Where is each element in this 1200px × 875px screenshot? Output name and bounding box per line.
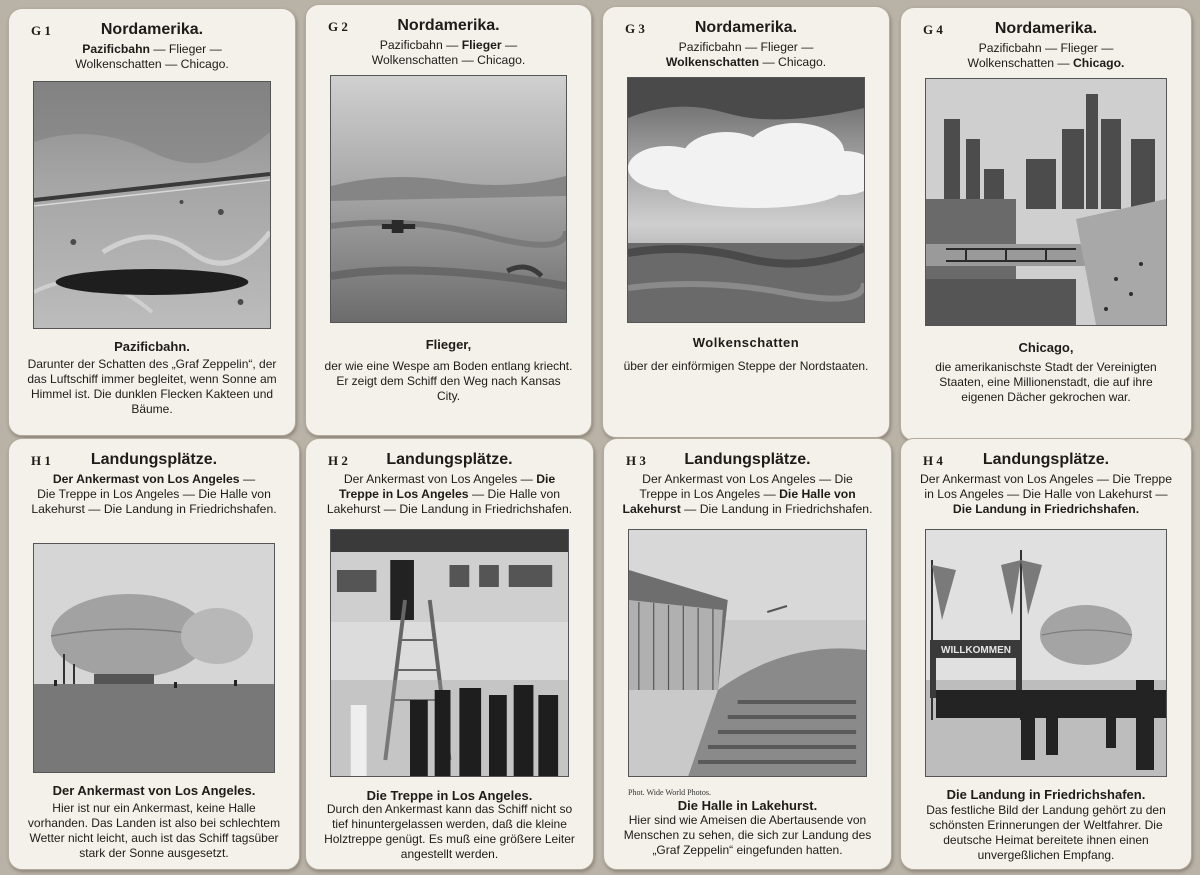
card-description: Darunter der Schatten des „Graf Zeppelin“, der das Luftschiff immer begleitet, wenn Sonne am Himmel ist. Die dunklen Flecken Kakteen und Bäume.	[27, 357, 277, 416]
card-title: Nordamerika.	[694, 19, 798, 36]
photo-cloud-shadows	[627, 77, 865, 323]
card-caption: Flieger,	[425, 337, 472, 352]
subtitle-text: —	[239, 472, 256, 486]
card-code: H 3	[626, 453, 646, 468]
welcome-sign: WILLKOMMEN	[941, 645, 1011, 656]
card-g3	[602, 6, 890, 438]
subtitle-text: Pazificbahn —	[379, 38, 462, 52]
card-title: Nordamerika.	[994, 20, 1098, 37]
card-subtitle	[324, 38, 573, 68]
subtitle-text: Wolkenschatten —	[967, 56, 1073, 70]
card-description: die amerikanischste Stadt der Vereinigten Staaten, eine Millionenstadt, die auf ihre eigenen Dächer gekrochen war.	[935, 360, 1157, 404]
card-title: Landungsplätze.	[684, 451, 811, 468]
card-code: H 1	[31, 453, 51, 468]
subtitle-text: — Die Halle von Lakehurst — Die Landung in Friedrichshafen.	[326, 487, 573, 516]
card-caption: Die Treppe in Los Angeles.	[366, 788, 533, 803]
card-h3	[603, 438, 892, 870]
card-h2	[305, 438, 594, 870]
card-caption: Chicago,	[1018, 340, 1074, 355]
card-h4	[900, 438, 1192, 870]
card-g2	[305, 4, 592, 436]
card-code: G 4	[923, 22, 943, 37]
photo-pacific-railway	[33, 81, 271, 329]
card-title: Nordamerika.	[397, 17, 500, 34]
card-code: G 2	[328, 19, 348, 34]
card-title: Nordamerika.	[100, 21, 204, 38]
card-description: Durch den Ankermast kann das Schiff nicht so tief hinuntergelassen werden, daß die kleine Holztreppe genügt. Es muß eine größere Leiter angestellt werden.	[324, 802, 575, 861]
card-code: G 3	[625, 21, 645, 36]
card-caption: Pazificbahn.	[114, 339, 190, 354]
card-description: der wie eine Wespe am Boden entlang kriecht. Er zeigt dem Schiff den Weg nach Kansas City.	[324, 359, 573, 403]
card-title: Landungsplätze.	[982, 451, 1110, 468]
subtitle-text: — Die Landung in Friedrichshafen.	[680, 502, 873, 516]
card-subtitle	[27, 42, 277, 72]
subtitle-highlight: Flieger	[461, 38, 502, 52]
card-subtitle	[324, 472, 575, 517]
card-title: Landungsplätze.	[386, 451, 513, 468]
card-caption: Wolkenschatten	[692, 335, 800, 350]
card-caption: Der Ankermast von Los Angeles.	[52, 783, 256, 798]
zeppelin-shadow	[56, 269, 249, 295]
subtitle-text: Pazificbahn — Flieger —	[678, 40, 814, 54]
subtitle-text: Wolkenschatten — Chicago.	[371, 53, 526, 67]
subtitle-text: Der Ankermast von Los Angeles —	[343, 472, 537, 486]
subtitle-highlight: Wolkenschatten	[665, 55, 760, 69]
photo-chicago	[925, 78, 1167, 326]
card-caption: Die Landung in Friedrichshafen.	[946, 787, 1146, 802]
card-description: Hier ist nur ein Ankermast, keine Halle vorhanden. Das Landen ist also bei schlechtem Wetter nicht leicht, auch ist das Schiff tagsüber stark der Sonne ausgesetzt.	[27, 801, 281, 860]
subtitle-highlight: Pazificbahn	[82, 42, 150, 56]
card-g1	[8, 8, 296, 436]
subtitle-text: Pazificbahn — Flieger —	[978, 41, 1114, 55]
subtitle-text: —	[501, 38, 518, 52]
subtitle-highlight: Der Ankermast von Los Angeles	[52, 472, 240, 486]
subtitle-text: Die Treppe in Los Angeles — Die Halle von Lakehurst — Die Landung in Friedrichshafen.	[31, 487, 277, 516]
card-subtitle	[919, 472, 1173, 517]
subtitle-text: Der Ankermast von Los Angeles — Die Treppe in Los Angeles —	[639, 472, 853, 501]
subtitle-highlight: Die Landung in Friedrichshafen.	[952, 502, 1140, 516]
card-description: Das festliche Bild der Landung gehört zu den schönsten Erinnerungen der Weltfahrer. Die deutsche Heimat bereitete ihnen einen unvergeßlichen Empfang.	[926, 803, 1166, 862]
card-subtitle	[919, 41, 1173, 71]
card-code: H 4	[923, 453, 943, 468]
card-h1	[8, 438, 300, 870]
card-caption: Die Halle in Lakehurst.	[677, 798, 818, 813]
card-g4	[900, 7, 1192, 441]
photo-hangar-lakehurst	[628, 529, 867, 777]
card-subtitle	[27, 472, 281, 517]
subtitle-text: — Flieger —	[149, 42, 222, 56]
card-code: G 1	[31, 23, 51, 38]
photo-landing-friedrichshafen	[925, 529, 1167, 777]
zeppelin-body	[1040, 605, 1132, 665]
photo-credit: Phot. Wide World Photos.	[628, 788, 711, 797]
card-title: Landungsplätze.	[90, 451, 218, 468]
subtitle-text: Wolkenschatten — Chicago.	[75, 57, 229, 71]
subtitle-text: — Chicago.	[759, 55, 827, 69]
photo-airplane	[330, 75, 567, 323]
card-subtitle	[622, 472, 873, 517]
subtitle-highlight: Chicago.	[1072, 56, 1125, 70]
photo-mooring-mast	[33, 543, 275, 773]
subtitle-text: Der Ankermast von Los Angeles — Die Treppe in Los Angeles — Die Halle von Lakehurst —	[919, 472, 1172, 501]
card-description: Hier sind wie Ameisen die Abertausende von Menschen zu sehen, die sich zur Landung des „Graf Zeppelin“ eingefunden hatten.	[623, 813, 872, 857]
card-subtitle	[621, 40, 871, 70]
subtitle-highlight: Die Treppe in Los Angeles	[338, 472, 556, 501]
card-code: H 2	[328, 453, 348, 468]
card-description: über der einförmigen Steppe der Nordstaaten.	[623, 359, 869, 373]
subtitle-highlight: Die Halle von Lakehurst	[622, 487, 856, 516]
photo-ladder-los-angeles	[330, 529, 569, 777]
